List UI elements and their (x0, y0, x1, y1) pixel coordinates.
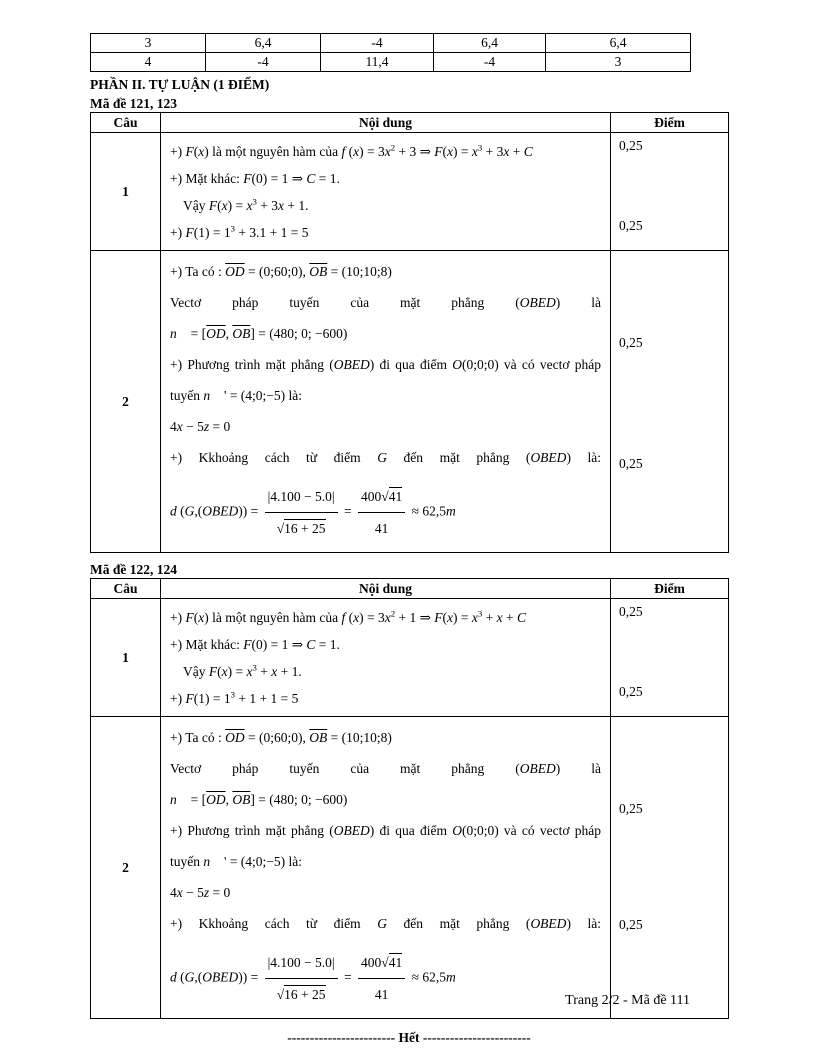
table-row (91, 133, 729, 251)
column-header-score: Điểm (611, 579, 729, 599)
table-cell: 3 (546, 53, 691, 72)
content-line: Vectơ pháp tuyến của mặt phẳng (OBED) là (170, 295, 601, 310)
question-number: 2 (91, 251, 161, 553)
page-footer: Trang 2/2 - Mã đề 111 (565, 993, 690, 1008)
header-row (91, 113, 729, 133)
content-line: n⃗ = [$\overline{OD}$, $\overline{OB}] = (480$; 0; −600) (170, 326, 348, 341)
header-row (91, 579, 729, 599)
content-line: 4x − 5z = 0 (170, 419, 231, 434)
exam-code-label: Mã đề 121, 123 (90, 96, 177, 111)
table-row (91, 34, 691, 53)
section-heading: PHẦN II. TỰ LUẬN (1 ĐIỂM) (90, 77, 270, 92)
content-line: +) F(x) là một nguyên hàm của f $(x) = 3x^2 + 3$ ⇒ $F(x) = x^3 + 3x + C$ (170, 142, 533, 159)
table-row (91, 53, 691, 72)
solution-content (161, 251, 611, 553)
exam-code-label: Mã đề 122, 124 (90, 562, 177, 577)
content-line: Vậy $F(x) = x^3 + x + 1$. (183, 662, 302, 679)
content-line: +) Ta có : $\overline{OD}$ = (0;60;0), $\overline{OB}$ = (10;10;8) (170, 264, 392, 279)
content-line: +) F(x) là một nguyên hàm của f $(x) = 3x^2 + 1$ ⇒ $F(x) = x^3 + x + C$ (170, 608, 527, 625)
score-value: 0,25 (619, 138, 643, 153)
content-line: +) Phương trình mặt phẳng (OBED) đi qua điểm O(0;0;0) và có vectơ pháp tuyến n⃗ ' = (4;0;−5) là: (170, 823, 602, 869)
content-line: +) Mặt khác: F(0) = 1 ⇒ C = 1. (170, 171, 340, 186)
column-header-question: Câu (91, 579, 161, 599)
score-value: 0,25 (619, 456, 643, 471)
table-row (91, 717, 729, 1019)
content-line: +) Kkhoảng cách từ điểm G đến mặt phẳng (OBED) là: (170, 450, 601, 465)
content-line: +) $F(1) = 1^3 + 1 + 1 = 5$ (170, 689, 299, 706)
table-cell: -4 (321, 34, 434, 53)
table-cell: -4 (434, 53, 546, 72)
column-header-content: Nội dung (161, 113, 611, 133)
column-header-content: Nội dung (161, 579, 611, 599)
table-cell: 6,4 (546, 34, 691, 53)
content-line: +) Mặt khác: F(0) = 1 ⇒ C = 1. (170, 637, 340, 652)
content-line: n⃗ = [$\overline{OD}$, $\overline{OB}] = (480$; 0; −600) (170, 792, 348, 807)
content-line: 4x − 5z = 0 (170, 885, 231, 900)
question-number: 1 (91, 599, 161, 717)
table-cell: 11,4 (321, 53, 434, 72)
answer-key-table-122-124 (90, 578, 729, 1019)
score-value: 0,25 (619, 335, 643, 350)
table-cell: -4 (206, 53, 321, 72)
column-header-question: Câu (91, 113, 161, 133)
content-line: d (G,(OBED)) = $\frac{|4.100 - 5.0|}{√16 + 25}$ = $\frac{400√41}{41}$ ≈ 62,5m (170, 939, 601, 1014)
column-header-score: Điểm (611, 113, 729, 133)
score-cell (611, 599, 729, 717)
score-value: 0,25 (619, 801, 643, 816)
content-line: d (G,(OBED)) = $\frac{|4.100 - 5.0|}{√16 + 25}$ = $\frac{400√41}{41}$ ≈ 62,5m (170, 473, 601, 548)
score-value: 0,25 (619, 917, 643, 932)
score-value: 0,25 (619, 218, 643, 233)
table-cell: 4 (91, 53, 206, 72)
table-row (91, 251, 729, 553)
table-cell: 6,4 (206, 34, 321, 53)
content-line: Vậy $F(x) = x^3 + 3x + 1$. (183, 196, 309, 213)
solution-content (161, 717, 611, 1019)
table-cell: 3 (91, 34, 206, 53)
question-number: 1 (91, 133, 161, 251)
score-cell (611, 717, 729, 1019)
score-value: 0,25 (619, 604, 643, 619)
table-row (91, 599, 729, 717)
solution-content (161, 599, 611, 717)
end-marker: ------------------------ Hết ------------------------ (287, 1030, 531, 1045)
content-line: +) Kkhoảng cách từ điểm G đến mặt phẳng (OBED) là: (170, 916, 601, 931)
content-line: +) Ta có : $\overline{OD}$ = (0;60;0), $\overline{OB}$ = (10;10;8) (170, 730, 392, 745)
content-line: +) $F(1) = 1^3 + 3.1 + 1 = 5$ (170, 223, 309, 240)
score-cell (611, 133, 729, 251)
question-number: 2 (91, 717, 161, 1019)
score-value: 0,25 (619, 684, 643, 699)
answer-key-table-121-123 (90, 112, 729, 553)
content-line: Vectơ pháp tuyến của mặt phẳng (OBED) là (170, 761, 601, 776)
solution-content (161, 133, 611, 251)
score-cell (611, 251, 729, 553)
content-line: +) Phương trình mặt phẳng (OBED) đi qua điểm O(0;0;0) và có vectơ pháp tuyến n⃗ ' = (4;0;−5) là: (170, 357, 602, 403)
table-cell: 6,4 (434, 34, 546, 53)
answer-values-table (90, 33, 691, 72)
page-content (90, 33, 728, 1046)
